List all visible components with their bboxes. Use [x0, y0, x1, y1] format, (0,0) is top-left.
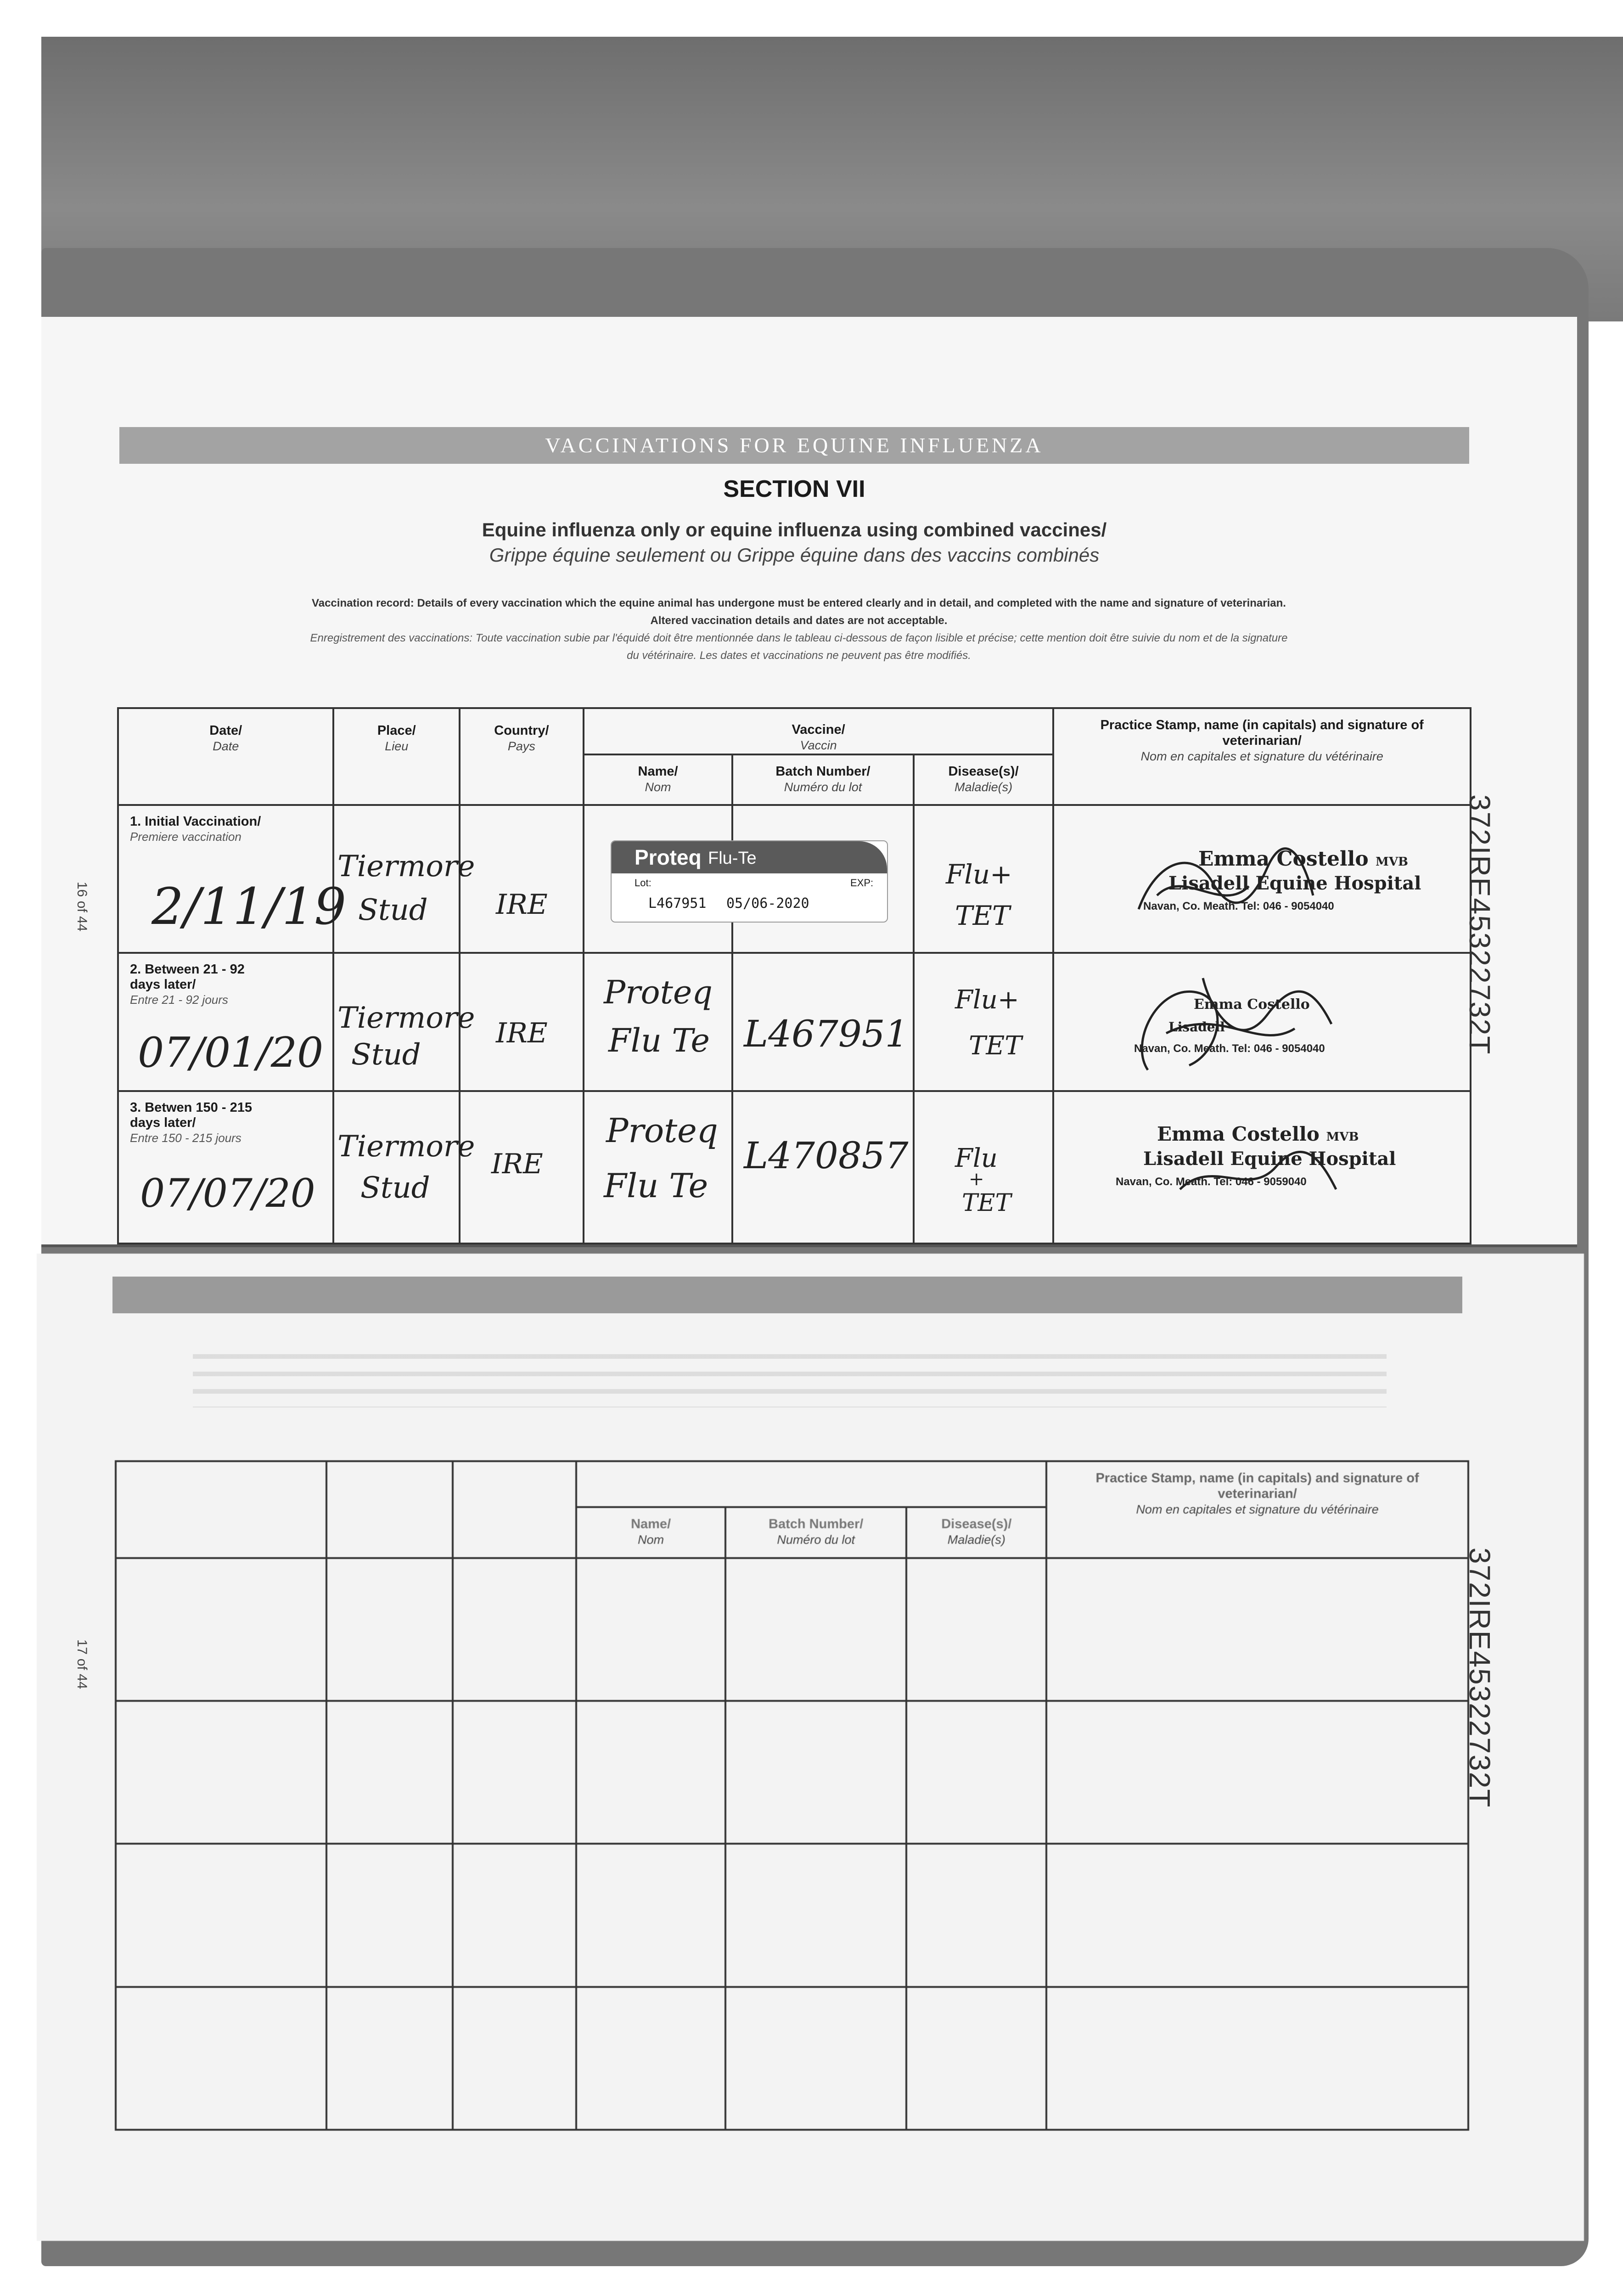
row-3-vet-hospital: Lisadell Equine Hospital [1143, 1148, 1396, 1170]
row-2-disease-line-1: Flu+ [955, 985, 1019, 1015]
sticker-exp: 05/06-2020 [726, 895, 809, 912]
bottom-header-country [453, 1461, 577, 1558]
bottom-row-1-cell [906, 1558, 1046, 1701]
bottom-row-4-cell [576, 1987, 725, 2130]
row-3-vaccine-name-line-2: Flu Te [604, 1166, 708, 1205]
row-2-label: 2. Between 21 - 92 days later/ Entre 21 - 92 jours [118, 953, 333, 1092]
bottom-header-batch-number: Batch Number/ Numéro du lot [725, 1507, 907, 1558]
row-3-vet-name-text: Emma Costello [1157, 1123, 1320, 1145]
intro-english-1: Vaccination record: Details of every vaccination which the equine animal has undergone must be entered clearly and in detail, and completed with the name and signature of veterinarian. [312, 597, 1286, 609]
bottom-header-practice-stamp: Practice Stamp, name (in capitals) and signature of veterinarian/ Nom en capitales et signature du vétérinaire [1046, 1461, 1468, 1558]
bottom-row-3-cell [453, 1844, 577, 1986]
row-2-batch-number: L467951 [744, 1013, 909, 1055]
row-1-vet-name-text: Emma Costello [1198, 847, 1369, 871]
row-1-place-line-2: Stud [358, 893, 428, 927]
section-title: SECTION VII [723, 476, 865, 502]
row-2-signature [1120, 960, 1341, 1088]
row-3-label: 3. Betwen 150 - 215 days later/ Entre 150 - 215 jours [118, 1091, 333, 1244]
bottom-row-4-cell [1046, 1987, 1468, 2130]
bottom-row-1-cell [725, 1558, 907, 1701]
header-date: Date/ Date [118, 708, 333, 805]
bottom-row-1-cell [576, 1558, 725, 1701]
bottom-row-2-cell [1046, 1701, 1468, 1844]
sticker-lot: L467951 [648, 895, 707, 912]
bottom-row-4-cell [725, 1987, 907, 2130]
bottom-row-3-cell [1046, 1844, 1468, 1986]
row-2-vet-name: Emma Costello [1194, 996, 1310, 1013]
bottom-row-3-cell [326, 1844, 453, 1986]
vaccine-batch-sticker [611, 840, 888, 923]
row-3-place-line-2: Stud [360, 1171, 430, 1205]
row-2-vaccine-name-line-1: Proteq [604, 974, 713, 1011]
row-3-vaccine-name-line-1: Proteq [606, 1111, 718, 1150]
row-1-disease-line-1: Flu+ [946, 859, 1012, 890]
intro-french-1: Enregistrement des vaccinations: Toute vaccination subie par l'équidé doit être mentionnée dans le tableau ci-dessous de façon lisible et précise; cette mention doit être suivie du nom et de la signature [310, 632, 1288, 644]
header-batch-number: Batch Number/ Numéro du lot [732, 754, 913, 805]
intro-french-2: du vétérinaire. Les dates et vaccinations ne peuvent pas être modifiés. [627, 649, 971, 662]
bottom-row-2-cell [576, 1701, 725, 1844]
bottom-header-diseases: Disease(s)/ Maladie(s) [906, 1507, 1046, 1558]
row-3-disease-line-1: Flu [955, 1143, 998, 1173]
bottom-row-2-cell [725, 1701, 907, 1844]
bottom-row-1-cell [453, 1558, 577, 1701]
subtitle-english: Equine influenza only or equine influenza using combined vaccines/ [482, 519, 1107, 540]
sticker-lot-label: Lot: [635, 877, 651, 889]
row-3-vet-name [1157, 1123, 1359, 1145]
bottom-row-2-cell [906, 1701, 1046, 1844]
row-2-country: IRE [496, 1017, 548, 1049]
header-country: Country/ Pays [460, 708, 584, 805]
bottom-row-3-cell [576, 1844, 725, 1986]
row-3-signature [1175, 1148, 1341, 1203]
row-1-signature [1129, 840, 1322, 923]
header-diseases: Disease(s)/ Maladie(s) [914, 754, 1054, 805]
header-vaccine-name: Name/ Nom [584, 754, 733, 805]
bottom-header-place [326, 1461, 453, 1558]
row-2-diseases [914, 953, 1054, 1092]
row-1-place-line-1: Tiermore [337, 850, 475, 884]
bottom-row-4-cell [326, 1987, 453, 2130]
bottom-intro-blurred [193, 1348, 1387, 1407]
row-3-vet-address: Navan, Co. Meath. Tel: 046 - 9059040 [1116, 1176, 1307, 1188]
passport-id-bottom: 372IRE45322732T [1463, 1548, 1496, 1808]
row-1-label: 1. Initial Vaccination/ Premiere vaccination [118, 805, 333, 953]
header-vaccine: Vaccine/ Vaccin [584, 708, 1054, 754]
bottom-row-1-cell [1046, 1558, 1468, 1701]
row-2-vet-hospital: Lisadell [1168, 1019, 1225, 1035]
sticker-product: Flu-Te [708, 849, 757, 868]
bottom-row-2-cell [326, 1701, 453, 1844]
row-3-place [333, 1091, 460, 1244]
subtitle-french: Grippe équine seulement ou Grippe équine dans des vaccins combinés [489, 544, 1100, 566]
row-1-vet-hospital: Lisadell Equine Hospital [1168, 872, 1421, 894]
row-3-date: 07/07/20 [140, 1171, 315, 1216]
bottom-row-4-cell [453, 1987, 577, 2130]
bottom-header-vaccine [576, 1461, 1046, 1507]
row-3-disease-plus: + [969, 1169, 984, 1190]
page-number-16: 16 of 44 [74, 882, 90, 932]
bottom-row-3-cell [116, 1844, 326, 1986]
row-2-disease-line-2: TET [969, 1031, 1022, 1061]
bottom-row-1-cell [326, 1558, 453, 1701]
row-3-place-line-1: Tiermore [337, 1130, 475, 1164]
intro-english-2: Altered vaccination details and dates are not acceptable. [650, 614, 948, 627]
bottom-header-date [116, 1461, 326, 1558]
row-3-vet-quals: MVB [1326, 1130, 1359, 1144]
section-banner: VACCINATIONS FOR EQUINE INFLUENZA [119, 427, 1469, 464]
row-1-vet-quals: MVB [1376, 855, 1408, 869]
bottom-vaccination-table [115, 1460, 1469, 2131]
bottom-row-1-cell [116, 1558, 326, 1701]
bottom-banner [112, 1277, 1462, 1313]
row-3-batch-number: L470857 [744, 1134, 909, 1177]
header-practice-stamp: Practice Stamp, name (in capitals) and signature of veterinarian/ Nom en capitales et signature du vétérinaire [1053, 708, 1471, 805]
bottom-row-2-cell [453, 1701, 577, 1844]
row-1-country [460, 805, 584, 953]
sticker-exp-label: EXP: [850, 877, 874, 889]
passport-id-top: 372IRE45322732T [1463, 794, 1496, 1055]
bottom-row-3-cell [725, 1844, 907, 1986]
row-1-vet-address: Navan, Co. Meath. Tel: 046 - 9054040 [1143, 900, 1334, 912]
bottom-row-4-cell [116, 1987, 326, 2130]
bottom-row-4-cell [906, 1987, 1046, 2130]
page-number-17: 17 of 44 [74, 1639, 90, 1689]
row-2-place-line-1: Tiermore [337, 1001, 475, 1035]
row-1-disease-line-2: TET [955, 900, 1010, 931]
row-1-date: 2/11/19 [152, 877, 347, 936]
row-2-vaccine-name-line-2: Flu Te [608, 1022, 710, 1059]
bottom-row-3-cell [906, 1844, 1046, 1986]
row-2-vet-address: Navan, Co. Meath. Tel: 046 - 9054040 [1134, 1042, 1325, 1055]
row-3-country: IRE [491, 1148, 543, 1180]
header-place: Place/ Lieu [333, 708, 460, 805]
row-2-place-line-2: Stud [351, 1038, 421, 1072]
bottom-row-2-cell [116, 1701, 326, 1844]
row-3-disease-line-2: TET [962, 1189, 1011, 1217]
row-2-date: 07/01/20 [138, 1029, 324, 1077]
row-1-country: IRE [496, 889, 548, 921]
sticker-brand: Proteq [635, 845, 702, 869]
bottom-header-vaccine-name: Name/ Nom [576, 1507, 725, 1558]
